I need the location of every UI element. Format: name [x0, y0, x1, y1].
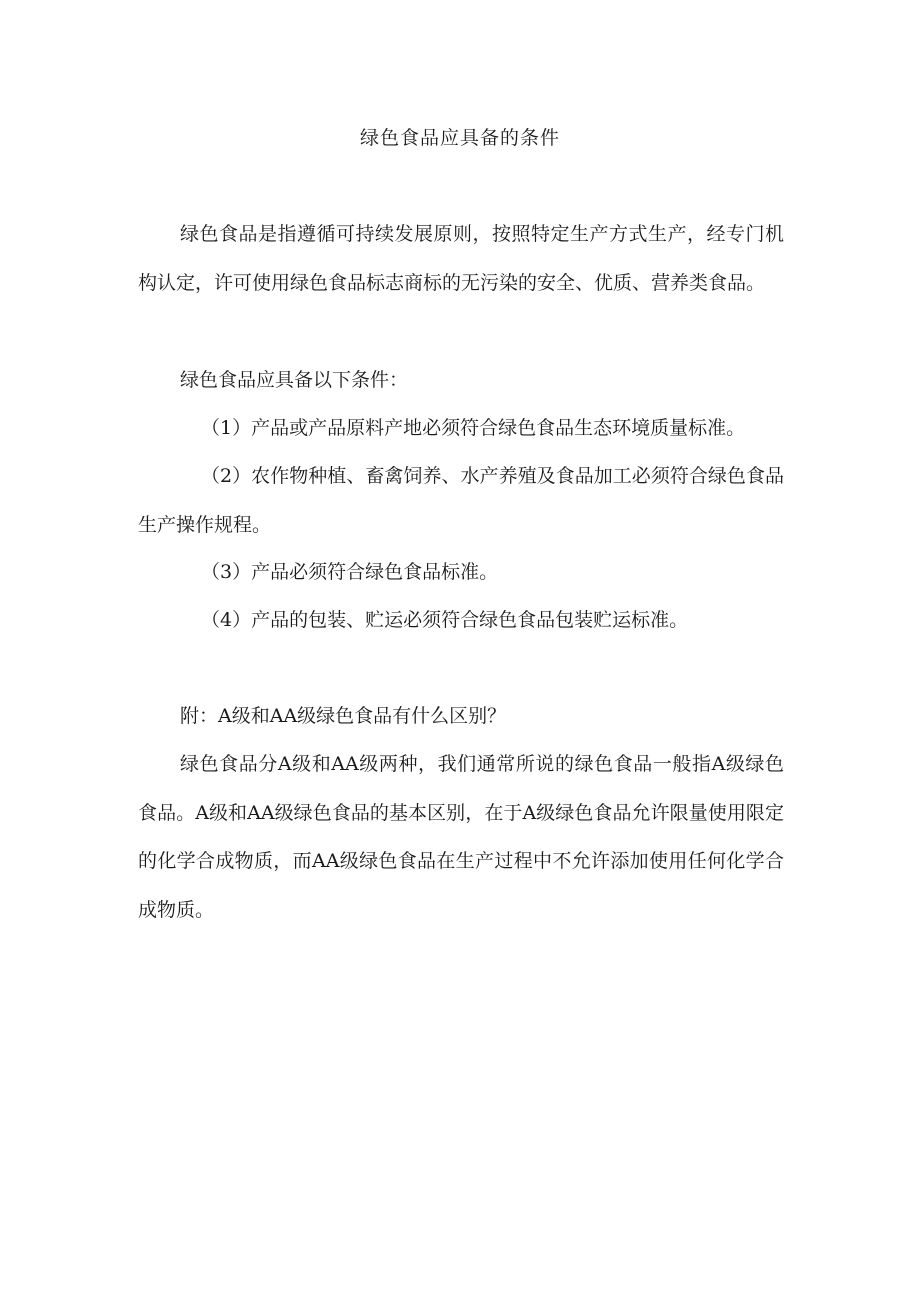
conditions-heading: 绿色食品应具备以下条件：: [180, 369, 409, 391]
condition-item-4: （4）产品的包装、贮运必须符合绿色食品包装贮运标准。: [201, 609, 689, 631]
appendix-answer: 绿色食品分A级和AA级两种，我们通常所说的绿色食品一般指A级绿色食品。A级和AA级绿色食品的基本区别，在于A级绿色食品允许限量使用限定的化学合成物质，而AA级绿色食品在生产过程中不允许添加使用任何化学合成物质。: [138, 753, 784, 921]
condition-item-3: （3）产品必须符合绿色食品标准。: [201, 561, 499, 583]
condition-item-1: （1）产品或产品原料产地必须符合绿色食品生态环境质量标准。: [201, 417, 746, 439]
condition-item-2: （2）农作物种植、畜禽饲养、水产养殖及食品加工必须符合绿色食品生产操作规程。: [138, 465, 784, 536]
intro-paragraph: 绿色食品是指遵循可持续发展原则，按照特定生产方式生产，经专门机构认定，许可使用绿色食品标志商标的无污染的安全、优质、营养类食品。: [138, 223, 784, 294]
document-title: 绿色食品应具备的条件: [359, 127, 560, 149]
appendix-question: 附：A级和AA级绿色食品有什么区别？: [180, 705, 507, 727]
